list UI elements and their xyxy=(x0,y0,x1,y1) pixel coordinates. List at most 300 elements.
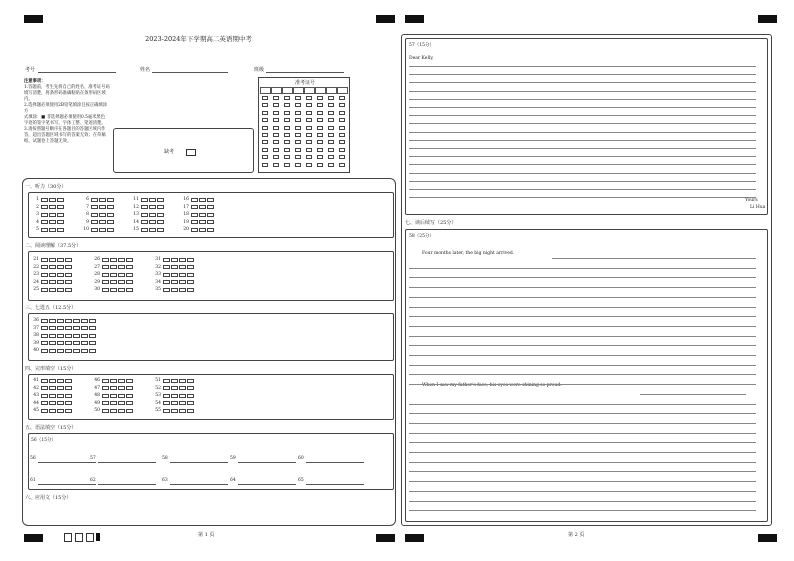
writing-line[interactable] xyxy=(409,462,756,463)
exam-id-bubble[interactable] xyxy=(284,163,290,167)
answer-option-bubble[interactable] xyxy=(65,280,72,284)
answer-option-bubble[interactable] xyxy=(149,213,156,217)
answer-option-bubble[interactable] xyxy=(191,205,198,209)
answer-option-bubble[interactable] xyxy=(41,341,48,345)
writing-line[interactable] xyxy=(409,481,756,482)
answer-option-bubble[interactable] xyxy=(57,220,64,224)
exam-id-bubble[interactable] xyxy=(328,96,334,100)
answer-option-bubble[interactable] xyxy=(118,265,125,269)
grammar-blank-line[interactable] xyxy=(170,484,228,485)
writing-line[interactable] xyxy=(409,107,756,108)
exam-id-bubble[interactable] xyxy=(262,155,268,159)
answer-option-bubble[interactable] xyxy=(81,319,88,323)
exam-id-bubble[interactable] xyxy=(284,96,290,100)
answer-option-bubble[interactable] xyxy=(41,220,48,224)
answer-option-bubble[interactable] xyxy=(102,265,109,269)
answer-option-bubble[interactable] xyxy=(107,205,114,209)
answer-option-bubble[interactable] xyxy=(110,409,117,413)
exam-id-bubble[interactable] xyxy=(328,148,334,152)
answer-option-bubble[interactable] xyxy=(171,401,178,405)
answer-option-bubble[interactable] xyxy=(141,213,148,217)
answer-option-bubble[interactable] xyxy=(41,198,48,202)
writing-line[interactable] xyxy=(409,404,756,405)
class-field[interactable] xyxy=(266,72,344,73)
answer-option-bubble[interactable] xyxy=(89,319,96,323)
answer-option-bubble[interactable] xyxy=(179,379,186,383)
answer-option-bubble[interactable] xyxy=(49,258,56,262)
exam-id-bubble[interactable] xyxy=(273,155,279,159)
exam-id-digit-cell[interactable] xyxy=(326,87,337,94)
answer-option-bubble[interactable] xyxy=(107,198,114,202)
answer-option-bubble[interactable] xyxy=(118,394,125,398)
answer-option-bubble[interactable] xyxy=(179,394,186,398)
answer-option-bubble[interactable] xyxy=(57,258,64,262)
answer-option-bubble[interactable] xyxy=(118,386,125,390)
answer-option-bubble[interactable] xyxy=(73,326,80,330)
exam-id-digit-cell[interactable] xyxy=(282,87,293,94)
answer-option-bubble[interactable] xyxy=(171,273,178,277)
exam-id-bubble[interactable] xyxy=(295,96,301,100)
answer-option-bubble[interactable] xyxy=(81,349,88,353)
answer-option-bubble[interactable] xyxy=(41,213,48,217)
answer-option-bubble[interactable] xyxy=(81,341,88,345)
answer-option-bubble[interactable] xyxy=(110,273,117,277)
answer-option-bubble[interactable] xyxy=(49,288,56,292)
answer-option-bubble[interactable] xyxy=(118,273,125,277)
absent-checkbox[interactable] xyxy=(186,149,196,156)
exam-id-bubble[interactable] xyxy=(273,126,279,130)
answer-option-bubble[interactable] xyxy=(126,265,133,269)
exam-id-bubble[interactable] xyxy=(284,111,290,115)
answer-option-bubble[interactable] xyxy=(179,409,186,413)
exam-id-bubble[interactable] xyxy=(262,103,268,107)
answer-option-bubble[interactable] xyxy=(65,319,72,323)
exam-id-bubble[interactable] xyxy=(273,140,279,144)
answer-option-bubble[interactable] xyxy=(199,198,206,202)
writing-line[interactable] xyxy=(409,140,756,141)
exam-id-bubble[interactable] xyxy=(339,103,345,107)
exam-id-bubble[interactable] xyxy=(295,126,301,130)
writing-line[interactable] xyxy=(409,173,756,174)
exam-id-bubble[interactable] xyxy=(317,103,323,107)
answer-option-bubble[interactable] xyxy=(149,228,156,232)
answer-option-bubble[interactable] xyxy=(49,319,56,323)
answer-option-bubble[interactable] xyxy=(179,386,186,390)
exam-id-bubble[interactable] xyxy=(306,140,312,144)
exam-id-bubble[interactable] xyxy=(284,148,290,152)
writing-line[interactable] xyxy=(409,277,756,278)
answer-option-bubble[interactable] xyxy=(110,379,117,383)
answer-option-bubble[interactable] xyxy=(191,220,198,224)
exam-id-bubble[interactable] xyxy=(339,96,345,100)
answer-option-bubble[interactable] xyxy=(65,258,72,262)
exam-id-bubble[interactable] xyxy=(284,118,290,122)
writing-line[interactable] xyxy=(409,115,756,116)
answer-option-bubble[interactable] xyxy=(102,273,109,277)
answer-option-bubble[interactable] xyxy=(179,273,186,277)
exam-id-digit-cell[interactable] xyxy=(337,87,348,94)
answer-option-bubble[interactable] xyxy=(49,409,56,413)
answer-option-bubble[interactable] xyxy=(41,205,48,209)
answer-option-bubble[interactable] xyxy=(57,319,64,323)
answer-option-bubble[interactable] xyxy=(171,394,178,398)
answer-option-bubble[interactable] xyxy=(57,198,64,202)
answer-option-bubble[interactable] xyxy=(157,220,164,224)
answer-option-bubble[interactable] xyxy=(73,334,80,338)
exam-id-bubble[interactable] xyxy=(262,140,268,144)
answer-option-bubble[interactable] xyxy=(57,265,64,269)
answer-option-bubble[interactable] xyxy=(187,409,194,413)
writing-line[interactable] xyxy=(552,258,756,259)
answer-option-bubble[interactable] xyxy=(73,349,80,353)
exam-id-bubble[interactable] xyxy=(262,111,268,115)
answer-option-bubble[interactable] xyxy=(126,288,133,292)
answer-option-bubble[interactable] xyxy=(157,205,164,209)
answer-option-bubble[interactable] xyxy=(102,394,109,398)
exam-id-bubble[interactable] xyxy=(317,148,323,152)
writing-line[interactable] xyxy=(409,156,756,157)
answer-option-bubble[interactable] xyxy=(41,258,48,262)
answer-option-bubble[interactable] xyxy=(57,394,64,398)
exam-id-bubble[interactable] xyxy=(306,148,312,152)
answer-option-bubble[interactable] xyxy=(110,288,117,292)
answer-option-bubble[interactable] xyxy=(49,394,56,398)
answer-option-bubble[interactable] xyxy=(191,198,198,202)
exam-id-bubble[interactable] xyxy=(273,133,279,137)
writing-line[interactable] xyxy=(409,510,756,511)
answer-option-bubble[interactable] xyxy=(171,265,178,269)
writing-line[interactable] xyxy=(409,384,756,385)
writing-line[interactable] xyxy=(409,99,756,100)
exam-id-bubble[interactable] xyxy=(339,155,345,159)
answer-option-bubble[interactable] xyxy=(187,386,194,390)
answer-option-bubble[interactable] xyxy=(163,386,170,390)
exam-id-bubble[interactable] xyxy=(306,155,312,159)
answer-option-bubble[interactable] xyxy=(57,280,64,284)
writing-line[interactable] xyxy=(409,491,756,492)
answer-option-bubble[interactable] xyxy=(126,379,133,383)
writing-line[interactable] xyxy=(640,394,746,395)
kaohao-field[interactable] xyxy=(38,72,116,73)
answer-option-bubble[interactable] xyxy=(57,228,64,232)
grammar-blank-line[interactable] xyxy=(98,484,156,485)
writing-line[interactable] xyxy=(409,433,756,434)
exam-id-bubble[interactable] xyxy=(339,126,345,130)
exam-id-bubble[interactable] xyxy=(273,163,279,167)
answer-option-bubble[interactable] xyxy=(187,273,194,277)
exam-id-bubble[interactable] xyxy=(284,155,290,159)
answer-option-bubble[interactable] xyxy=(65,326,72,330)
answer-option-bubble[interactable] xyxy=(107,220,114,224)
exam-id-bubble[interactable] xyxy=(262,163,268,167)
exam-id-bubble[interactable] xyxy=(295,140,301,144)
grammar-blank-line[interactable] xyxy=(238,462,296,463)
answer-option-bubble[interactable] xyxy=(207,198,214,202)
answer-option-bubble[interactable] xyxy=(57,205,64,209)
writing-line[interactable] xyxy=(409,413,756,414)
answer-option-bubble[interactable] xyxy=(199,228,206,232)
answer-option-bubble[interactable] xyxy=(89,341,96,345)
exam-id-bubble[interactable] xyxy=(339,163,345,167)
exam-id-digit-cell[interactable] xyxy=(315,87,326,94)
writing-line[interactable] xyxy=(409,423,756,424)
answer-option-bubble[interactable] xyxy=(126,258,133,262)
answer-option-bubble[interactable] xyxy=(49,334,56,338)
exam-id-bubble[interactable] xyxy=(295,133,301,137)
answer-option-bubble[interactable] xyxy=(41,394,48,398)
answer-option-bubble[interactable] xyxy=(65,288,72,292)
answer-option-bubble[interactable] xyxy=(149,220,156,224)
answer-option-bubble[interactable] xyxy=(65,409,72,413)
name-field[interactable] xyxy=(152,72,228,73)
answer-option-bubble[interactable] xyxy=(171,386,178,390)
answer-option-bubble[interactable] xyxy=(57,341,64,345)
answer-option-bubble[interactable] xyxy=(89,334,96,338)
exam-id-bubble[interactable] xyxy=(306,163,312,167)
exam-id-bubble[interactable] xyxy=(306,118,312,122)
answer-option-bubble[interactable] xyxy=(57,409,64,413)
answer-option-bubble[interactable] xyxy=(65,349,72,353)
writing-line[interactable] xyxy=(409,452,756,453)
exam-id-digit-cell[interactable] xyxy=(260,87,271,94)
exam-id-bubble[interactable] xyxy=(328,111,334,115)
answer-option-bubble[interactable] xyxy=(179,288,186,292)
answer-option-bubble[interactable] xyxy=(41,409,48,413)
answer-option-bubble[interactable] xyxy=(207,228,214,232)
grammar-blank-line[interactable] xyxy=(238,484,296,485)
answer-option-bubble[interactable] xyxy=(163,280,170,284)
answer-option-bubble[interactable] xyxy=(179,280,186,284)
answer-option-bubble[interactable] xyxy=(57,379,64,383)
answer-option-bubble[interactable] xyxy=(187,258,194,262)
exam-id-bubble[interactable] xyxy=(262,118,268,122)
writing-line[interactable] xyxy=(409,123,756,124)
writing-line[interactable] xyxy=(409,197,756,198)
writing-line[interactable] xyxy=(409,442,756,443)
exam-id-digit-cell[interactable] xyxy=(293,87,304,94)
exam-id-bubble[interactable] xyxy=(339,111,345,115)
answer-option-bubble[interactable] xyxy=(102,288,109,292)
answer-option-bubble[interactable] xyxy=(49,349,56,353)
answer-option-bubble[interactable] xyxy=(149,205,156,209)
answer-option-bubble[interactable] xyxy=(65,394,72,398)
exam-id-grid[interactable] xyxy=(258,77,350,173)
answer-option-bubble[interactable] xyxy=(110,401,117,405)
answer-option-bubble[interactable] xyxy=(65,334,72,338)
answer-option-bubble[interactable] xyxy=(49,280,56,284)
answer-option-bubble[interactable] xyxy=(65,386,72,390)
grammar-blank-line[interactable] xyxy=(306,484,364,485)
answer-option-bubble[interactable] xyxy=(163,409,170,413)
exam-id-bubble[interactable] xyxy=(273,118,279,122)
answer-option-bubble[interactable] xyxy=(187,288,194,292)
answer-option-bubble[interactable] xyxy=(110,394,117,398)
exam-id-bubble[interactable] xyxy=(273,111,279,115)
answer-option-bubble[interactable] xyxy=(163,273,170,277)
writing-line[interactable] xyxy=(409,326,756,327)
answer-option-bubble[interactable] xyxy=(41,273,48,277)
writing-line[interactable] xyxy=(409,189,756,190)
answer-option-bubble[interactable] xyxy=(41,349,48,353)
answer-option-bubble[interactable] xyxy=(49,213,56,217)
answer-option-bubble[interactable] xyxy=(191,228,198,232)
grammar-blank-line[interactable] xyxy=(38,462,96,463)
exam-id-bubble[interactable] xyxy=(339,133,345,137)
exam-id-bubble[interactable] xyxy=(328,140,334,144)
writing-line[interactable] xyxy=(409,82,756,83)
answer-option-bubble[interactable] xyxy=(41,334,48,338)
writing-line[interactable] xyxy=(409,164,756,165)
answer-option-bubble[interactable] xyxy=(141,228,148,232)
answer-option-bubble[interactable] xyxy=(73,341,80,345)
answer-option-bubble[interactable] xyxy=(118,409,125,413)
exam-id-bubble[interactable] xyxy=(262,126,268,130)
writing-line[interactable] xyxy=(409,355,756,356)
answer-option-bubble[interactable] xyxy=(41,386,48,390)
answer-option-bubble[interactable] xyxy=(110,280,117,284)
answer-option-bubble[interactable] xyxy=(49,273,56,277)
answer-option-bubble[interactable] xyxy=(171,409,178,413)
answer-option-bubble[interactable] xyxy=(57,288,64,292)
answer-option-bubble[interactable] xyxy=(65,401,72,405)
answer-option-bubble[interactable] xyxy=(57,334,64,338)
answer-option-bubble[interactable] xyxy=(49,228,56,232)
answer-option-bubble[interactable] xyxy=(57,401,64,405)
answer-option-bubble[interactable] xyxy=(49,386,56,390)
exam-id-bubble[interactable] xyxy=(295,155,301,159)
writing-line[interactable] xyxy=(409,297,756,298)
writing-line[interactable] xyxy=(409,316,756,317)
answer-option-bubble[interactable] xyxy=(199,220,206,224)
answer-option-bubble[interactable] xyxy=(99,213,106,217)
answer-option-bubble[interactable] xyxy=(187,394,194,398)
exam-id-bubble[interactable] xyxy=(306,96,312,100)
exam-id-bubble[interactable] xyxy=(284,133,290,137)
answer-option-bubble[interactable] xyxy=(91,220,98,224)
answer-option-bubble[interactable] xyxy=(107,213,114,217)
answer-option-bubble[interactable] xyxy=(41,326,48,330)
writing-line[interactable] xyxy=(409,471,756,472)
exam-id-bubble[interactable] xyxy=(273,103,279,107)
writing-line[interactable] xyxy=(409,345,756,346)
exam-id-bubble[interactable] xyxy=(328,126,334,130)
grammar-blank-line[interactable] xyxy=(306,462,364,463)
answer-option-bubble[interactable] xyxy=(49,379,56,383)
answer-option-bubble[interactable] xyxy=(57,349,64,353)
answer-option-bubble[interactable] xyxy=(41,228,48,232)
answer-option-bubble[interactable] xyxy=(41,280,48,284)
exam-id-bubble[interactable] xyxy=(273,96,279,100)
answer-option-bubble[interactable] xyxy=(81,334,88,338)
grammar-blank-line[interactable] xyxy=(98,462,156,463)
answer-option-bubble[interactable] xyxy=(102,379,109,383)
answer-option-bubble[interactable] xyxy=(126,273,133,277)
answer-option-bubble[interactable] xyxy=(57,213,64,217)
answer-option-bubble[interactable] xyxy=(118,379,125,383)
exam-id-bubble[interactable] xyxy=(262,133,268,137)
answer-option-bubble[interactable] xyxy=(141,220,148,224)
answer-option-bubble[interactable] xyxy=(102,401,109,405)
exam-id-bubble[interactable] xyxy=(306,126,312,130)
exam-id-bubble[interactable] xyxy=(317,118,323,122)
answer-option-bubble[interactable] xyxy=(49,326,56,330)
answer-option-bubble[interactable] xyxy=(49,220,56,224)
exam-id-bubble[interactable] xyxy=(295,163,301,167)
answer-option-bubble[interactable] xyxy=(99,205,106,209)
answer-option-bubble[interactable] xyxy=(91,205,98,209)
answer-option-bubble[interactable] xyxy=(99,228,106,232)
exam-id-bubble[interactable] xyxy=(317,111,323,115)
exam-id-bubble[interactable] xyxy=(317,126,323,130)
answer-option-bubble[interactable] xyxy=(191,213,198,217)
writing-line[interactable] xyxy=(409,132,756,133)
answer-option-bubble[interactable] xyxy=(163,379,170,383)
exam-id-bubble[interactable] xyxy=(317,140,323,144)
answer-option-bubble[interactable] xyxy=(57,386,64,390)
answer-option-bubble[interactable] xyxy=(179,401,186,405)
answer-option-bubble[interactable] xyxy=(81,326,88,330)
answer-option-bubble[interactable] xyxy=(187,401,194,405)
answer-option-bubble[interactable] xyxy=(179,265,186,269)
answer-option-bubble[interactable] xyxy=(163,288,170,292)
exam-id-bubble[interactable] xyxy=(306,103,312,107)
answer-option-bubble[interactable] xyxy=(118,401,125,405)
answer-option-bubble[interactable] xyxy=(91,213,98,217)
exam-id-bubble[interactable] xyxy=(328,133,334,137)
answer-option-bubble[interactable] xyxy=(207,205,214,209)
answer-option-bubble[interactable] xyxy=(171,288,178,292)
answer-option-bubble[interactable] xyxy=(65,273,72,277)
answer-option-bubble[interactable] xyxy=(49,341,56,345)
exam-id-bubble[interactable] xyxy=(262,96,268,100)
answer-option-bubble[interactable] xyxy=(65,379,72,383)
writing-line[interactable] xyxy=(409,501,756,502)
answer-option-bubble[interactable] xyxy=(157,213,164,217)
exam-id-bubble[interactable] xyxy=(262,148,268,152)
exam-id-bubble[interactable] xyxy=(328,118,334,122)
writing-line[interactable] xyxy=(409,336,756,337)
answer-option-bubble[interactable] xyxy=(126,394,133,398)
writing-line[interactable] xyxy=(409,307,756,308)
answer-option-bubble[interactable] xyxy=(41,379,48,383)
exam-id-bubble[interactable] xyxy=(295,118,301,122)
writing-line[interactable] xyxy=(409,365,756,366)
answer-option-bubble[interactable] xyxy=(89,349,96,353)
writing-line[interactable] xyxy=(409,374,756,375)
answer-option-bubble[interactable] xyxy=(157,228,164,232)
exam-id-bubble[interactable] xyxy=(339,118,345,122)
answer-option-bubble[interactable] xyxy=(187,280,194,284)
answer-option-bubble[interactable] xyxy=(73,319,80,323)
writing-line[interactable] xyxy=(409,148,756,149)
exam-id-bubble[interactable] xyxy=(284,103,290,107)
answer-option-bubble[interactable] xyxy=(171,280,178,284)
answer-option-bubble[interactable] xyxy=(163,258,170,262)
exam-id-bubble[interactable] xyxy=(306,133,312,137)
answer-option-bubble[interactable] xyxy=(49,205,56,209)
exam-id-bubble[interactable] xyxy=(317,96,323,100)
answer-option-bubble[interactable] xyxy=(118,288,125,292)
answer-option-bubble[interactable] xyxy=(171,258,178,262)
exam-id-bubble[interactable] xyxy=(284,140,290,144)
answer-option-bubble[interactable] xyxy=(49,401,56,405)
answer-option-bubble[interactable] xyxy=(141,198,148,202)
answer-option-bubble[interactable] xyxy=(102,280,109,284)
answer-option-bubble[interactable] xyxy=(91,228,98,232)
answer-option-bubble[interactable] xyxy=(57,326,64,330)
answer-option-bubble[interactable] xyxy=(41,288,48,292)
exam-id-bubble[interactable] xyxy=(295,148,301,152)
